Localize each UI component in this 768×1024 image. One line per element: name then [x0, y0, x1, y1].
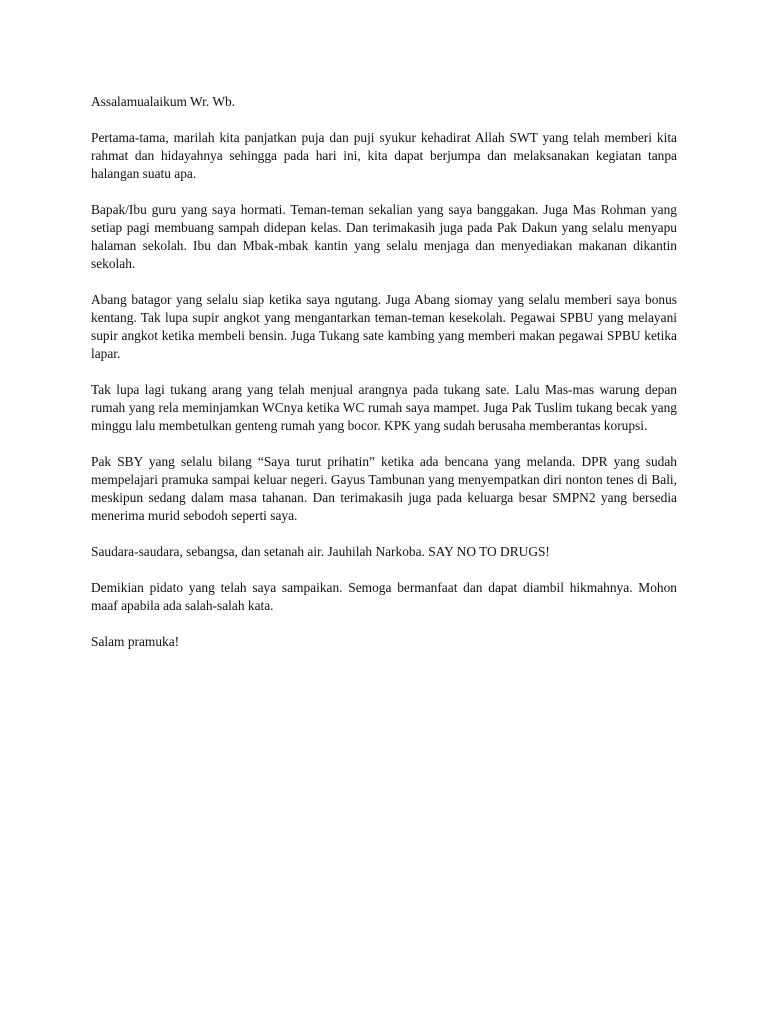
acknowledgement-paragraph: Tak lupa lagi tukang arang yang telah menjual arangnya pada tukang sate. Lalu Mas-mas warung depan rumah yang rela meminjamkan WCnya ketika WC rumah saya mampet. Juga Pak Tuslim tukang becak yang minggu lalu membetulkan genteng rumah yang bocor. KPK yang sudah berusaha memberantas korupsi. [91, 382, 677, 433]
acknowledgement-paragraph: Bapak/Ibu guru yang saya hormati. Teman-teman sekalian yang saya banggakan. Juga Mas Rohman yang setiap pagi membuang sampah didepan kelas. Dan terimakasih juga pada Pak Dakun yang selalu menyapu halaman sekolah. Ibu dan Mbak-mbak kantin yang selalu menjaga dan menyediakan makanan dikantin sekolah. [91, 202, 677, 271]
salutation-paragraph: Salam pramuka! [91, 634, 180, 649]
opening-paragraph: Pertama-tama, marilah kita panjatkan puja dan puji syukur kehadirat Allah SWT yang telah memberi kita rahmat dan hidayahnya sehingga pada hari ini, kita dapat berjumpa dan melaksanakan kegiatan tanpa halangan suatu apa. [91, 130, 677, 181]
acknowledgement-paragraph: Pak SBY yang selalu bilang “Saya turut prihatin” ketika ada bencana yang melanda. DPR yang sudah mempelajari pramuka sampai keluar negeri. Gayus Tambunan yang menyempatkan diri nonton tenes di Bali, meskipun sedang dalam masa tahanan. Dan terimakasih juga pada keluarga besar SMPN2 yang bersedia menerima murid sebodoh seperti saya. [91, 454, 677, 523]
closing-paragraph: Demikian pidato yang telah saya sampaikan. Semoga bermanfaat dan dapat diambil hikmahnya. Mohon maaf apabila ada salah-salah kata. [91, 580, 677, 613]
message-paragraph: Saudara-saudara, sebangsa, dan setanah air. Jauhilah Narkoba. SAY NO TO DRUGS! [91, 544, 550, 559]
greeting-paragraph: Assalamualaikum Wr. Wb. [91, 94, 236, 109]
speech-text [91, 93, 677, 669]
acknowledgement-paragraph: Abang batagor yang selalu siap ketika saya ngutang. Juga Abang siomay yang selalu memberi saya bonus kentang. Tak lupa supir angkot yang mengantarkan teman-teman kesekolah. Pegawai SPBU yang melayani supir angkot ketika membeli bensin. Juga Tukang sate kambing yang memberi makan pegawai SPBU ketika lapar. [91, 292, 677, 361]
